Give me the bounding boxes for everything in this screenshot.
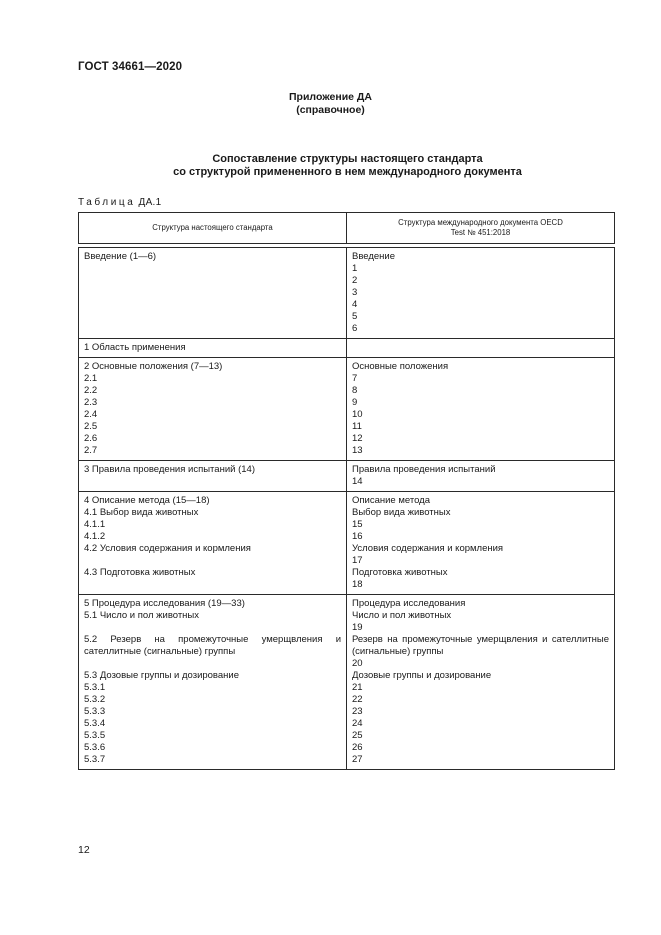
table-caption-id: ДА.1 <box>138 197 162 208</box>
cell-line: Описание метода <box>352 495 430 506</box>
cell-line <box>84 622 341 634</box>
cell-line: 18 <box>352 579 363 590</box>
cell-line: 16 <box>352 531 363 542</box>
cell-line: 2 <box>352 275 358 286</box>
cell-line: 24 <box>352 718 363 729</box>
cell-line: 23 <box>352 706 363 717</box>
cell-line: 11 <box>352 421 362 432</box>
standard-structure-cell <box>79 248 347 339</box>
standard-structure-cell <box>79 492 347 595</box>
cell-line: 13 <box>352 445 363 456</box>
cell-line: 5.3 Дозовые группы и дозирование <box>84 670 239 681</box>
table-row <box>79 248 615 339</box>
cell-line <box>84 311 341 323</box>
cell-line: 4 <box>352 299 358 310</box>
cell-line: 4.3 Подготовка животных <box>84 567 196 578</box>
cell-line: 5 Процедура исследования (19—33) <box>84 598 245 609</box>
document-code: ГОСТ 34661—2020 <box>78 61 183 73</box>
cell-line: Правила проведения испытаний <box>352 464 496 475</box>
cell-line: 2.7 <box>84 445 98 456</box>
cell-line: 6 <box>352 323 358 334</box>
cell-line: 2.3 <box>84 397 98 408</box>
appendix-subtitle: (справочное) <box>296 104 365 116</box>
cell-line: 7 <box>352 373 358 384</box>
cell-line: 27 <box>352 754 363 765</box>
table-row <box>79 339 615 358</box>
cell-line: 10 <box>352 409 363 420</box>
cell-line: Дозовые группы и дозирование <box>352 670 492 681</box>
cell-line: 15 <box>352 519 363 530</box>
section-title <box>0 153 661 179</box>
cell-line: 2.4 <box>84 409 98 420</box>
international-structure-cell <box>347 358 615 461</box>
cell-line: 2.6 <box>84 433 98 444</box>
cell-line: 4.2 Условия содержания и кормления <box>84 543 251 554</box>
appendix-title: Приложение ДА <box>289 91 372 103</box>
cell-line: 5.3.1 <box>84 682 106 693</box>
section-title-line-1: Сопоставление структуры настоящего стандарта <box>212 153 483 165</box>
cell-line: 4.1.2 <box>84 531 106 542</box>
cell-line: 4.1 Выбор вида животных <box>84 507 199 518</box>
standard-structure-cell <box>79 595 347 770</box>
cell-line <box>84 299 341 311</box>
page-number: 12 <box>78 844 90 856</box>
cell-line <box>84 658 341 670</box>
cell-line: Выбор вида животных <box>352 507 451 518</box>
cell-line: 9 <box>352 397 358 408</box>
cell-line: 2.2 <box>84 385 98 396</box>
standard-structure-cell <box>79 339 347 358</box>
section-title-line-2: со структурой примененного в нем международного документа <box>173 166 522 178</box>
cell-line: 5.1 Число и пол животных <box>84 610 200 621</box>
cell-line: 2.1 <box>84 373 98 384</box>
cell-line: 5.3.5 <box>84 730 106 741</box>
cell-line: Введение <box>352 251 396 262</box>
cell-line: 5.2 Резерв на промежуточные умерщвления и сателлитные (сигнальные) группы <box>84 634 341 657</box>
table-caption <box>78 197 162 208</box>
cell-line: Процедура исследования <box>352 598 466 609</box>
column-header-international-line-1: Структура международного документа OECD <box>398 218 563 227</box>
cell-line <box>352 342 609 354</box>
cell-line: 12 <box>352 433 363 444</box>
international-structure-cell <box>347 248 615 339</box>
cell-line: Число и пол животных <box>352 610 452 621</box>
cell-line: 3 <box>352 287 358 298</box>
standard-structure-cell <box>79 358 347 461</box>
standard-structure-cell <box>79 461 347 492</box>
cell-line <box>84 263 341 275</box>
cell-line: 14 <box>352 476 363 487</box>
cell-line: 8 <box>352 385 358 396</box>
international-structure-cell <box>347 461 615 492</box>
column-header-international-line-2: Test № 451:2018 <box>450 228 511 237</box>
column-header-international <box>347 213 615 244</box>
cell-line: Введение (1—6) <box>84 251 157 262</box>
international-structure-cell <box>347 492 615 595</box>
cell-line: 21 <box>352 682 363 693</box>
table-body <box>79 248 615 770</box>
cell-line: 2.5 <box>84 421 98 432</box>
cell-line: 17 <box>352 555 363 566</box>
cell-line: 3 Правила проведения испытаний (14) <box>84 464 255 475</box>
cell-line: Резерв на промежуточные умерщвления и сателлитные (сигнальные) группы <box>352 634 609 657</box>
cell-line: Основные положения <box>352 361 449 372</box>
cell-line: 19 <box>352 622 363 633</box>
appendix-heading <box>0 91 661 117</box>
cell-line <box>84 287 341 299</box>
cell-line: Условия содержания и кормления <box>352 543 504 554</box>
cell-line: 5.3.2 <box>84 694 106 705</box>
cell-line: 4 Описание метода (15—18) <box>84 495 210 506</box>
cell-line: 2 Основные положения (7—13) <box>84 361 223 372</box>
cell-line: 5 <box>352 311 358 322</box>
cell-line: 26 <box>352 742 363 753</box>
table-row <box>79 358 615 461</box>
table-row <box>79 461 615 492</box>
cell-line: 5.3.4 <box>84 718 106 729</box>
table-row <box>79 595 615 770</box>
cell-line: 22 <box>352 694 363 705</box>
table-caption-label: Таблица <box>78 197 136 208</box>
table-row <box>79 492 615 595</box>
cell-line: 5.3.7 <box>84 754 106 765</box>
cell-line: 20 <box>352 658 363 669</box>
cell-line: 5.3.3 <box>84 706 106 717</box>
cell-line <box>84 555 341 567</box>
international-structure-cell <box>347 595 615 770</box>
cell-line: 1 Область применения <box>84 342 186 353</box>
cell-line <box>84 275 341 287</box>
cell-line: Подготовка животных <box>352 567 448 578</box>
comparison-table <box>78 212 615 770</box>
cell-line: 4.1.1 <box>84 519 106 530</box>
international-structure-cell <box>347 339 615 358</box>
cell-line: 25 <box>352 730 363 741</box>
cell-line: 5.3.6 <box>84 742 106 753</box>
column-header-standard: Структура настоящего стандарта <box>79 213 347 244</box>
table-header-row <box>79 213 615 244</box>
cell-line: 1 <box>352 263 358 274</box>
